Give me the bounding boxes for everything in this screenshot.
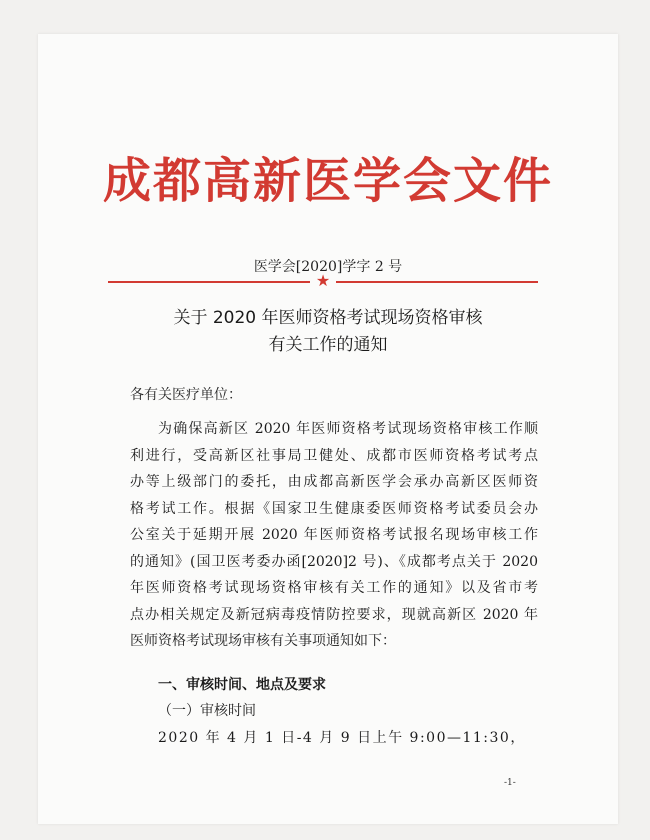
document-header-title: 成都高新医学会文件 [102,153,553,209]
subsection-heading-1: （一）审核时间 [158,703,256,719]
salutation: 各有关医疗单位： [130,387,242,403]
document-page [38,34,618,824]
paragraph-line: 为确保高新区 2020 年医师资格考试现场资格审核工作顺 [158,421,538,437]
document-number: 医学会[2020]学字 2 号 [253,259,403,275]
review-time-line: 2020 年 4 月 1 日-4 月 9 日上午 9:00—11:30， [158,730,526,746]
paragraph-line: 格考试工作。根据《国家卫生健康委医师资格考试委员会办 [130,500,538,517]
paragraph-line: 年医师资格考试现场资格审核有关工作的通知》以及省市考 [130,580,538,596]
section-heading-1: 一、审核时间、地点及要求 [158,677,326,693]
divider-line-right [336,281,538,283]
divider-line-left [108,281,310,283]
paragraph-line: 公室关于延期开展 2020 年医师资格考试报名现场审核工作 [130,527,538,543]
paragraph-line: 的通知》(国卫医考委办函[2020]2 号)、《成都考点关于 2020 [130,553,538,570]
page-number: -1- [504,778,516,788]
paragraph-line: 办等上级部门的委托，由成都高新医学会承办高新区医师资 [130,474,538,490]
red-divider [108,271,538,290]
notice-title-line-2: 有关工作的通知 [268,335,388,355]
notice-title-line-1: 关于 2020 年医师资格考试现场资格审核 [173,308,483,328]
paragraph-line: 医师资格考试现场审核有关事项通知如下： [130,633,396,649]
star-icon: ★ [315,271,331,290]
paragraph-line: 利进行，受高新区社事局卫健处、成都市医师资格考试考点 [130,447,538,464]
body-paragraph [130,419,538,658]
paragraph-line: 点办相关规定及新冠病毒疫情防控要求，现就高新区 2020 年 [130,606,538,623]
